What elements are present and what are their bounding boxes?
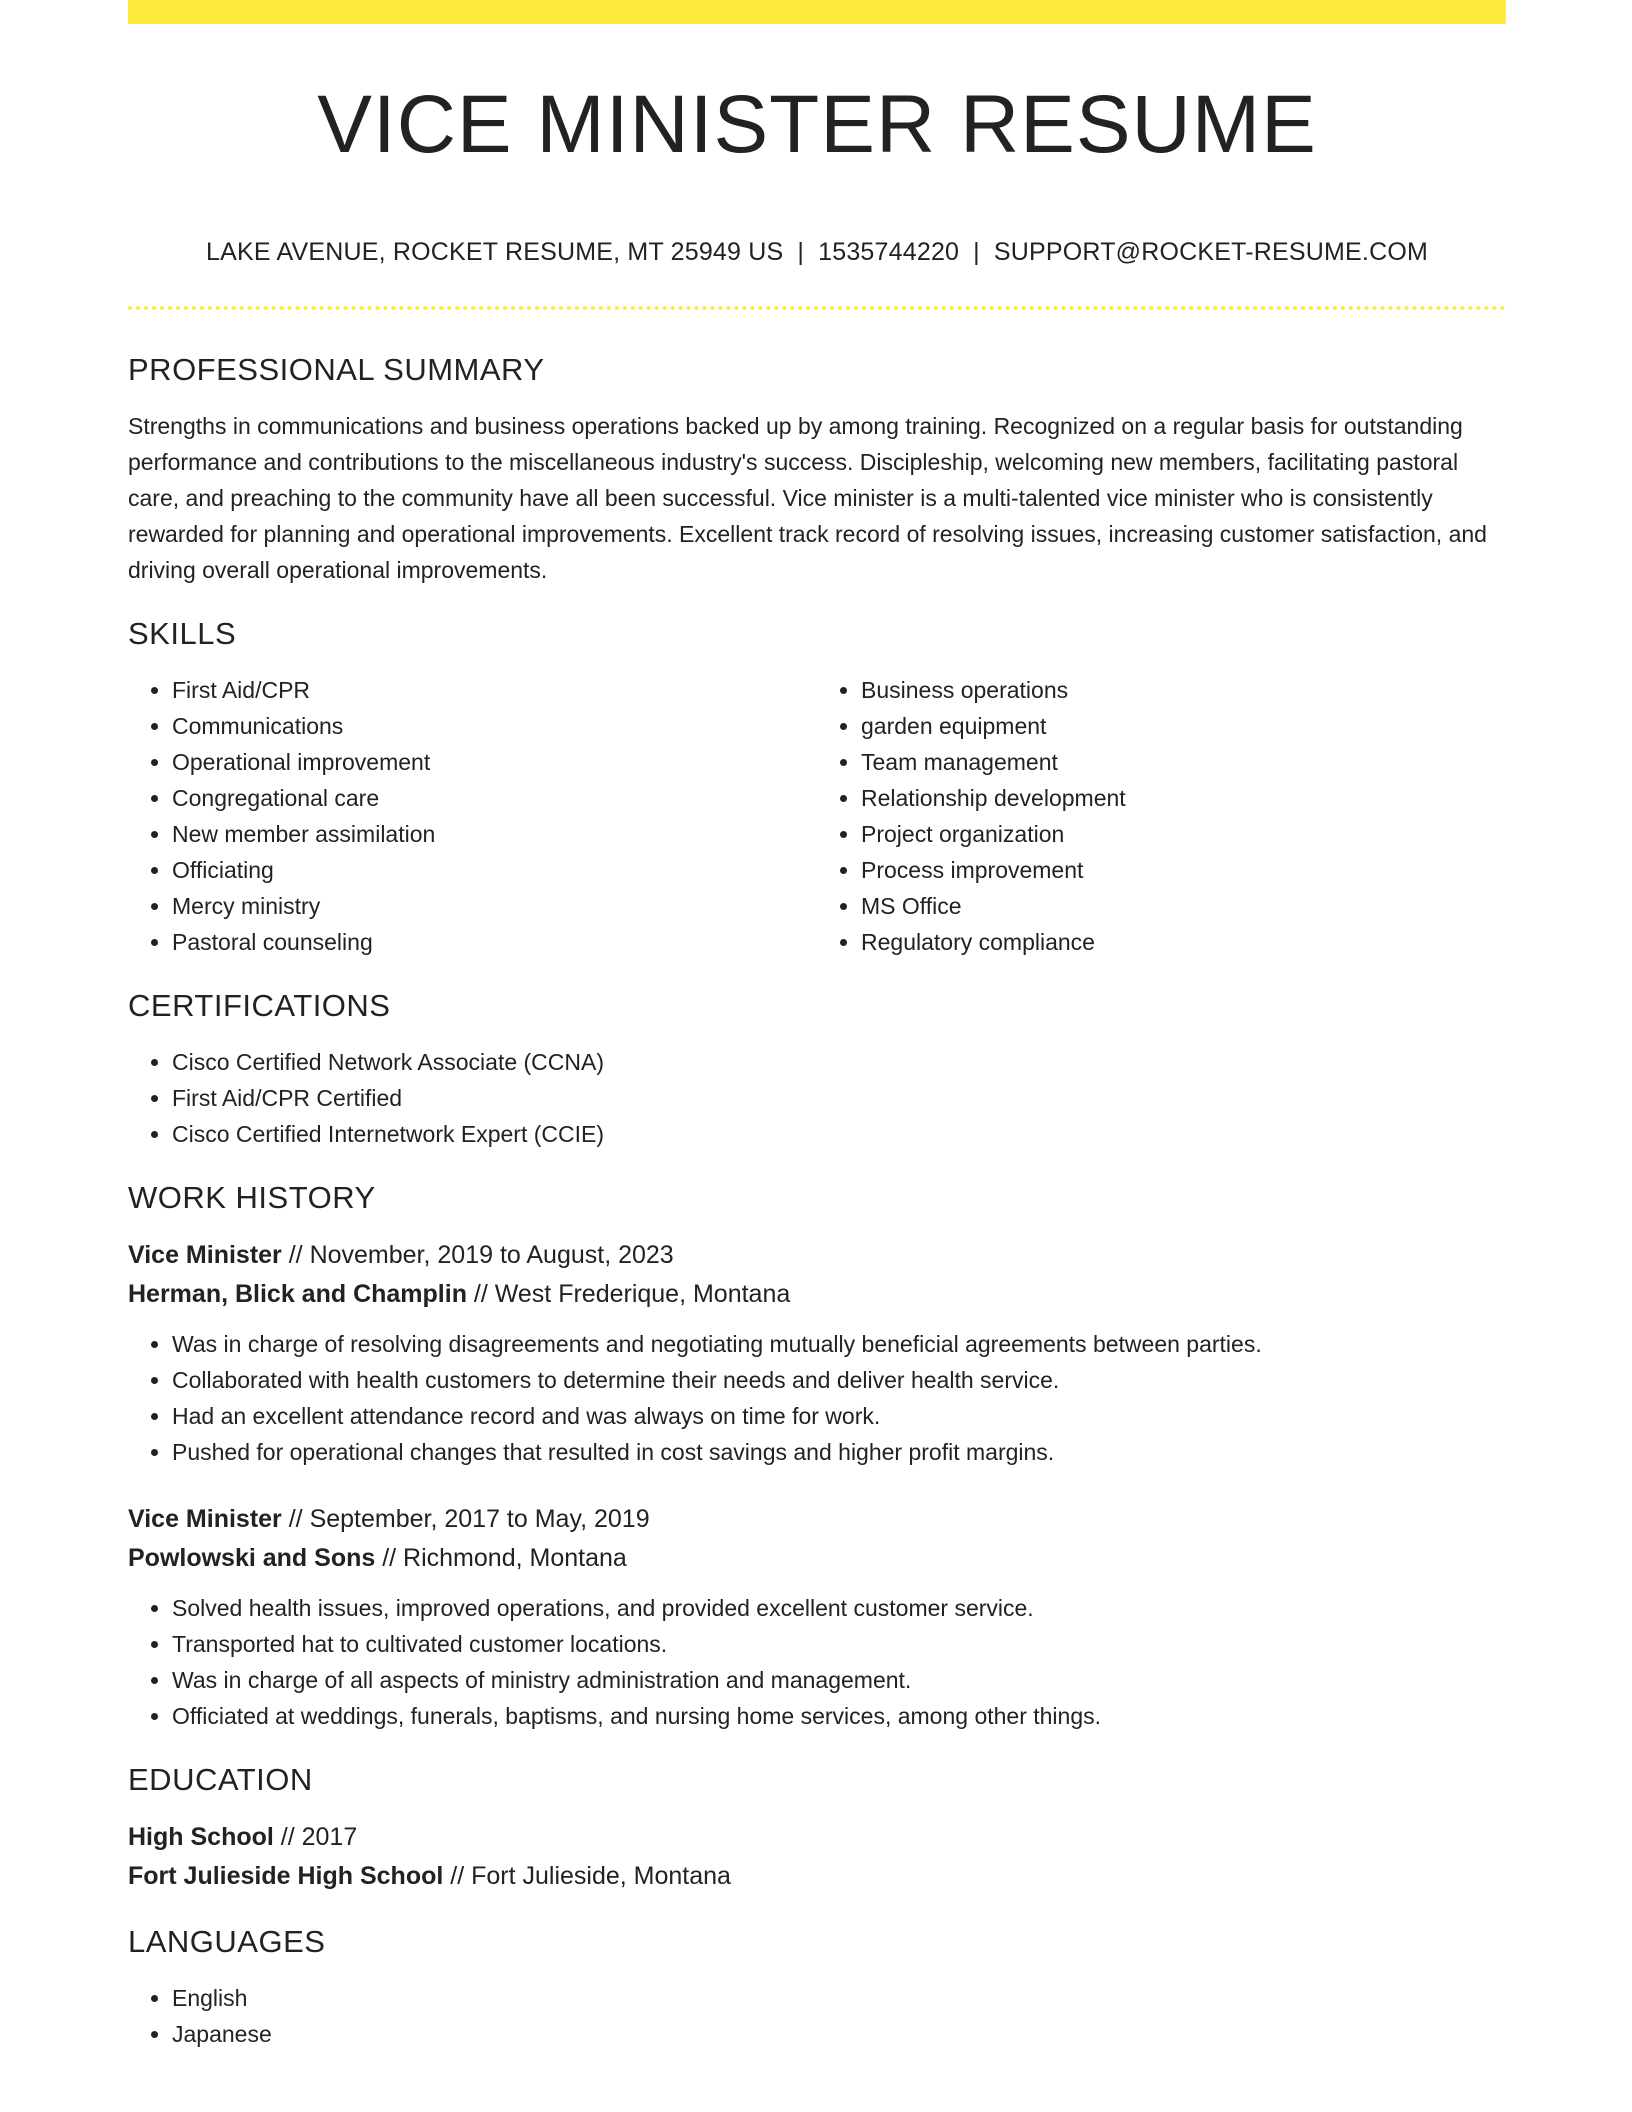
job-title-line [128,1500,1506,1539]
education-heading: EDUCATION [128,1762,313,1797]
job-bullet: • Was in charge of all aspects of ministry administration and management. [172,1662,1506,1698]
job-company: Herman, Blick and Champlin [128,1280,467,1308]
job-bullet: • Collaborated with health customers to determine their needs and deliver health service. [172,1362,1506,1398]
skill-item: • New member assimilation [172,816,817,852]
skill-item: • Project organization [861,816,1506,852]
skill-item: • Business operations [861,672,1506,708]
skill-item: • Team management [861,744,1506,780]
job-bullet: • Pushed for operational changes that resulted in cost savings and higher profit margins. [172,1434,1506,1470]
job-entry [128,1236,1506,1470]
education-degree: High School [128,1823,274,1851]
job-dates: // September, 2017 to May, 2019 [281,1505,650,1533]
languages-list [128,1980,1506,2052]
contact-address: LAKE AVENUE, ROCKET RESUME, MT 25949 US [205,238,784,266]
languages-heading: LANGUAGES [128,1924,326,1959]
skill-item: • Communications [172,708,817,744]
job-bullet: • Transported hat to cultivated customer locations. [172,1626,1506,1662]
certification-item: • Cisco Certified Internetwork Expert (CCIE) [172,1116,1506,1152]
job-bullets [128,1590,1506,1734]
contact-separator: | [973,238,980,266]
header-divider [128,306,1506,310]
certifications-list [128,1044,1506,1152]
job-company-line [128,1275,1506,1314]
skill-item: • Operational improvement [172,744,817,780]
skill-item: • First Aid/CPR [172,672,817,708]
skills-section [128,616,1506,960]
job-title: Vice Minister [128,1241,282,1269]
summary-text: Strengths in communications and business operations backed up by among training. Recognized on a regular basis for outstanding performance and contributions to the miscellaneous industry's success. Discipleship, welcoming new members, facilitating pastoral care, and preaching to the community have all been successful. Vice minister is a multi-talented vice minister who is consistently rewarded for planning and operational improvements. Excellent track record of resolving issues, increasing customer satisfaction, and driving overall operational improvements. [128,413,1487,583]
education-degree-line [128,1818,1506,1857]
skills-heading: SKILLS [128,616,237,651]
certifications-section [128,988,1506,1152]
job-entry [128,1500,1506,1734]
job-company: Powlowski and Sons [128,1544,376,1572]
skill-item: • MS Office [861,888,1506,924]
job-company-line [128,1539,1506,1578]
education-entry [128,1818,1506,1896]
education-school-line [128,1857,1506,1896]
job-location: // West Frederique, Montana [466,1280,791,1308]
education-school: Fort Julieside High School [128,1862,444,1890]
job-location: // Richmond, Montana [375,1544,627,1572]
work-history-heading: WORK HISTORY [128,1180,376,1215]
languages-section [128,1924,1506,2052]
job-bullet: • Had an excellent attendance record and was always on time for work. [172,1398,1506,1434]
skill-item: • Regulatory compliance [861,924,1506,960]
page-title: VICE MINISTER RESUME [317,79,1317,170]
skills-list-right [817,672,1506,960]
education-location: // Fort Julieside, Montana [443,1862,731,1890]
job-bullet: • Was in charge of resolving disagreements and negotiating mutually beneficial agreements between parties. [172,1326,1506,1362]
skill-item: • Pastoral counseling [172,924,817,960]
skill-item: • Process improvement [861,852,1506,888]
contact-separator: | [797,238,805,266]
skills-grid [128,672,1506,960]
top-accent-bar [128,0,1506,24]
job-bullet: • Officiated at weddings, funerals, baptisms, and nursing home services, among other things. [172,1698,1506,1734]
language-item: • English [172,1980,1506,2016]
skill-item: • Congregational care [172,780,817,816]
certification-item: • First Aid/CPR Certified [172,1080,1506,1116]
skill-item: • Officiating [172,852,817,888]
skill-item: • garden equipment [861,708,1506,744]
summary-section [128,352,1506,588]
summary-heading: PROFESSIONAL SUMMARY [128,352,545,387]
skill-item: • Mercy ministry [172,888,817,924]
certification-item: • Cisco Certified Network Associate (CCNA) [172,1044,1506,1080]
job-dates: // November, 2019 to August, 2023 [281,1241,674,1269]
education-year: // 2017 [273,1823,358,1851]
job-title: Vice Minister [128,1505,282,1533]
skills-list-left [128,672,817,960]
contact-line [128,238,1506,267]
job-bullets [128,1326,1506,1470]
contact-email: SUPPORT@ROCKET-RESUME.COM [993,238,1429,266]
skill-item: • Relationship development [861,780,1506,816]
job-bullet: • Solved health issues, improved operations, and provided excellent customer service. [172,1590,1506,1626]
resume-sections [128,352,1506,2052]
language-item: • Japanese [172,2016,1506,2052]
contact-phone: 1535744220 [818,238,960,266]
job-title-line [128,1236,1506,1275]
education-section [128,1762,1506,1896]
certifications-heading: CERTIFICATIONS [128,988,391,1023]
work-history-section [128,1180,1506,1734]
